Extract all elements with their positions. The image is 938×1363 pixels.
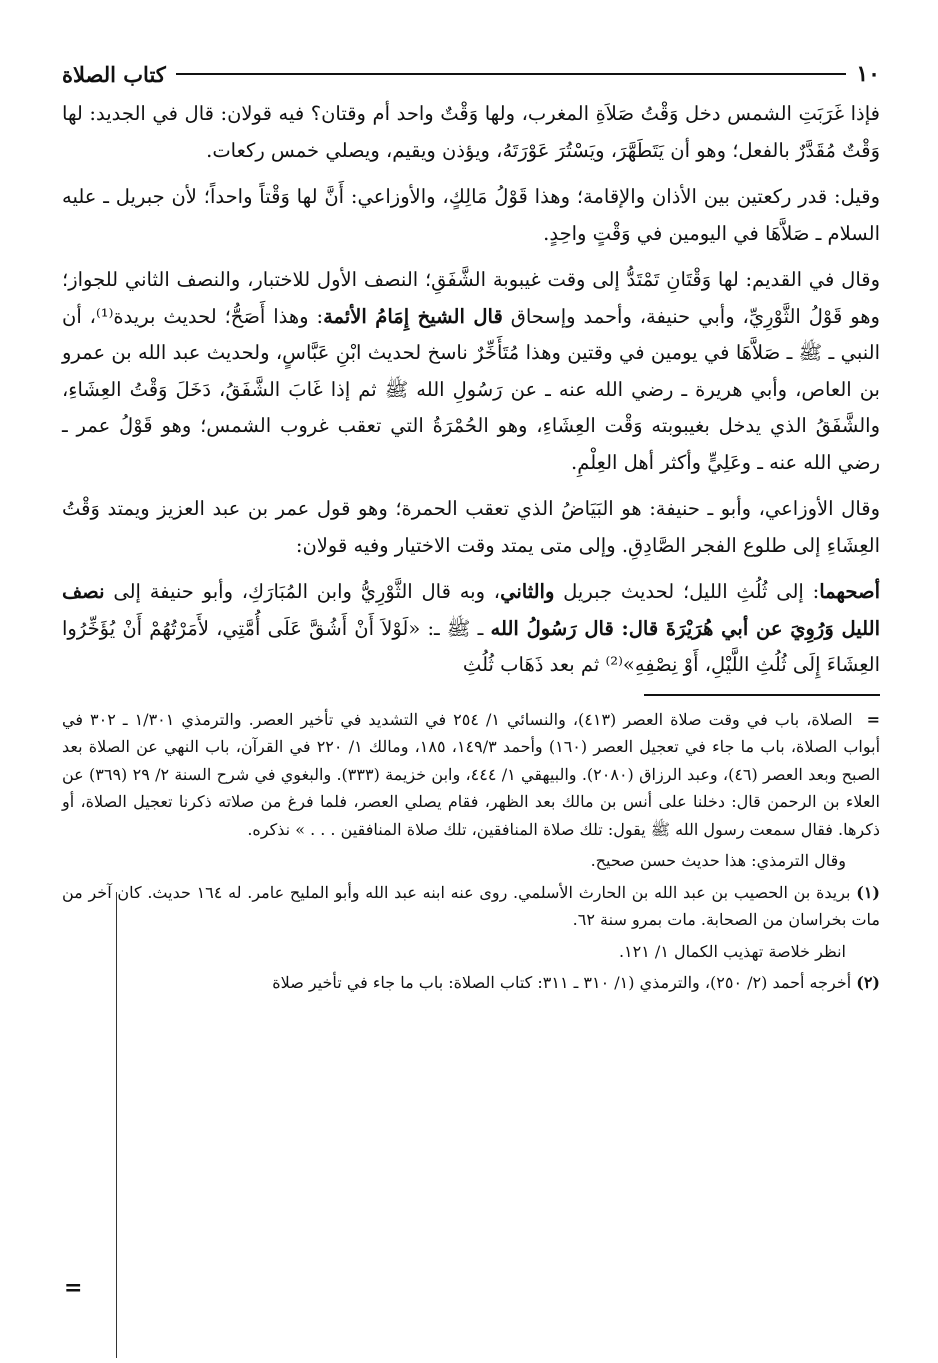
- footnote-2: [62, 969, 880, 997]
- text-run: ـ ﷺ ـ: «لَوْلاَ أَنْ أَشُقَّ عَلَى أُمَّتِي، لأَمَرْتُهُمْ أَنْ يُؤَخِّرُوا العِشَاءَ إِلَى ثُلُثِ اللَّيْلِ، أَوْ نِصْفِهِ»⁽²⁾ ثم بعد ذَهَاب ثُلُثِ: [62, 616, 880, 676]
- footnote-text: الصلاة، باب في وقت صلاة العصر (٤١٣)، والنسائي ١/ ٢٥٤ في التشديد في تأخير العصر. والترمذي ١/٣٠١ ـ ٣٠٢ في أبواب الصلاة، باب ما جاء في تعجيل العصر (١٦٠) وأحمد ١٤٩/٣، ١٨٥، ومالك ١/ ٢٢٠ في القرآن، باب النهي عن الصلاة بعد الصبح وبعد العصر (٤٦)، وعبد الرزاق (٢٠٨٠). والبيهقي ١/ ٤٤٤، وابن خزيمة (٣٣٣). والبغوي في شرح السنة ٢/ ٢٩ (٣٦٩) عن العلاء بن الرحمن قال: دخلنا على أنس بن مالك بعد الظهر، فقام يصلي العصر، فلما فرغ من صلاته ذكرنا تعجيل الصلاة، أو ذكرها. فقال سمعت رسول الله ﷺ يقول: تلك صلاة المنافقين، تلك صلاة المنافقين . . . » نذكره.: [62, 709, 881, 839]
- footnote-text: بريدة بن الحصيب بن عبد الله بن الحارث الأسلمي. روى عنه ابنه عبد الله وأبو المليح عامر. له ١٦٤ حديث. كان آخر من مات بخراسان من الصحابة. مات بمرو سنة ٦٢.: [62, 882, 880, 929]
- paragraph-awzai-opinion: وقال الأوزاعي، وأبو ـ حنيفة: هو البَيَاضُ الذي تعقب الحمرة؛ وهو قول عمر بن عبد العزيز ويمتد وَقْتُ العِشَاءِ إلى طلوع الفجر الصَّادِقِ. وإلى متى يمتد وقت الاختيار وفيه قولان:: [62, 497, 880, 557]
- main-text: [62, 96, 880, 684]
- header-rule: [176, 73, 847, 75]
- footnote-1: [62, 879, 880, 934]
- bold-phrase: نصف الليل وَرُوِيَ عن أبي هُرَيْرَةَ قال: قال رَسُولُ الله: [62, 580, 880, 640]
- paragraph-old-opinion: [62, 262, 880, 481]
- footnote-note: وقال الترمذي: هذا حديث حسن صحيح.: [590, 851, 846, 870]
- page-header: [62, 58, 880, 90]
- bold-phrase: والثاني: [500, 580, 555, 603]
- footnote-marker: (٢): [856, 973, 880, 992]
- paragraph-maghrib-time: فإذا غَرَبَتِ الشمس دخل وَقْتُ صَلاَةِ المغرب، ولها وَقْتٌ واحد أم وقتان؟ فيه قولان: قال في الجديد: لها وَقْتٌ مُقَدَّرٌ بالفعل؛ وهو أن يَتَطَهَّرَ، ويَسْتُرَ عَوْرَتَهُ، ويؤذن ويقيم، ويصلي خمس ركعات.: [62, 102, 880, 162]
- page: [62, 58, 880, 1001]
- footnote-marker: (١): [856, 882, 880, 902]
- footnote-continuation: [62, 706, 880, 844]
- margin-line: [116, 892, 117, 1358]
- text-run: وقال في القديم: لها وَقْتَانِ تَمْتَدُّ إلى وقت غيبوبة الشَّفَقِ؛ النصف الأول للاختبار، والنصف الثاني للجواز؛ وهو قَوْلُ الثَّوْرِيِّ، وأبي حنيفة، وأحمد وإسحاق: [62, 268, 880, 328]
- footnote-1-reference: انظر خلاصة تهذيب الكمال ١/ ١٢١.: [618, 941, 846, 961]
- paragraph-two-opinions: [62, 574, 880, 684]
- paragraph-single-time-opinion: وقيل: قدر ركعتين بين الأذان والإقامة؛ وهذا قَوْلُ مَالِكٍ، والأوزاعي: أَنَّ لها وَقْتاً واحداً؛ لأن جبريل ـ عليه السلام ـ صَلاَّهَا في اليومين في وَقْتٍ واحِدٍ.: [62, 185, 880, 245]
- text-run: ، وبه قال الثَّوْرِيُّ وابن المُبَارَكِ، وأبو حنيفة إلى: [104, 580, 501, 603]
- book-title: كتاب الصلاة: [62, 61, 166, 87]
- footnote-separator: [644, 694, 880, 696]
- text-run: : إلى ثُلُثِ الليل؛ لحديث جبريل: [554, 580, 820, 603]
- bold-phrase: قال الشيخ إِمَامُ الأئمة: [323, 304, 503, 328]
- text-run: : وهذا أَصَحُّ؛ لحديث بريدة⁽¹⁾، أن النبي ـ ﷺ ـ صَلاَّهَا في يومين في وقتين وهذا مُتَأَخِّرٌ ناسخ لحديث ابْنِ عَبَّاسٍ، ولحديث عبد الله بن عمرو بن العاص، وأبي هريرة ـ رضي الله عنه ـ عن رَسُولِ الله ﷺ ثم إذا غَابَ الشَّفَقُ، دَخَلَ وَقْتُ العِشَاءِ، والشَّفَقُ الذي يدخل بغيبوبته وَقْت العِشَاءِ، وهو الحُمْرَةُ التي تعقب غروب الشمس؛ وهو قَوْلُ عمر ـ رضي الله عنه ـ وعَلِيٍّ وأكثر أهل العِلْمِ.: [62, 304, 880, 474]
- continuation-marker: =: [866, 709, 881, 729]
- bold-phrase: أصحهما: [819, 580, 880, 603]
- page-number: ١٠: [856, 61, 880, 87]
- footnotes: [62, 706, 880, 997]
- continuation-mark: =: [64, 1275, 83, 1301]
- footnote-text: أخرجه أحمد (٢/ ٢٥٠)، والترمذي (١/ ٣١٠ ـ ٣١١: كتاب الصلاة: باب ما جاء في تأخير صلاة: [272, 973, 852, 992]
